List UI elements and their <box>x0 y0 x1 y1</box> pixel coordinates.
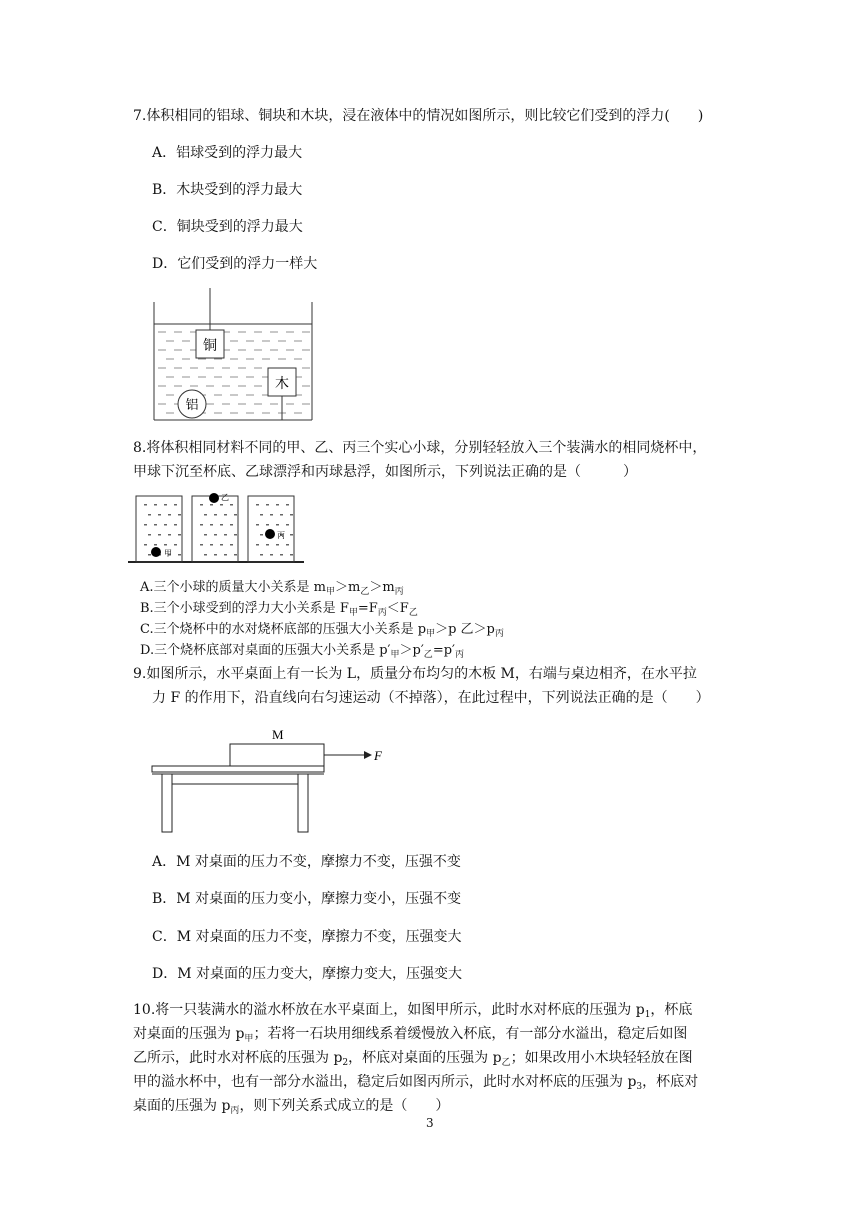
q8-option-a: A.三个小球的质量大小关系是 $m_甲>m_乙>m_丙$ <box>140 580 404 597</box>
water-dot <box>144 544 147 546</box>
q10-line4: 甲的溢水杯中，也有一部分水溢出，稳定后如图丙所示，此时水对杯底的压强为 $p_3$，杯底对 <box>133 1074 699 1092</box>
water-dot <box>260 554 263 556</box>
water-dot <box>164 544 167 546</box>
water-dot <box>200 504 203 506</box>
q8-option-d: D.三个烧杯底部对桌面的压强大小关系是 $p'_甲>p'_乙=p'_丙$ <box>140 643 464 660</box>
water-dot <box>224 554 227 556</box>
water-dot <box>164 524 167 526</box>
water-dot <box>168 514 171 516</box>
water-dot <box>144 524 147 526</box>
water-dot <box>220 544 223 546</box>
water-dot <box>200 544 203 546</box>
water-dot <box>266 504 269 506</box>
water-dot <box>276 504 279 506</box>
q7-option-a: A．铝球受到的浮力最大 <box>152 145 303 161</box>
ball-bing <box>265 529 275 539</box>
table-leg-right <box>298 774 308 832</box>
water-dot <box>260 534 263 536</box>
water-dot <box>286 524 289 526</box>
water-dot <box>234 554 237 556</box>
water-dot <box>178 514 181 516</box>
ball-bing-label: 丙 <box>277 531 285 540</box>
water-dot <box>154 544 157 546</box>
q8-stem-line2: 甲球下沉至杯底、乙球漂浮和丙球悬浮，如图所示，下列说法正确的是（ ） <box>133 464 637 480</box>
water-dot <box>220 524 223 526</box>
q10-line1: 10.将一只装满水的溢水杯放在水平桌面上，如图甲所示，此时水对杯底的压强为 $p_1$，杯底 <box>133 1002 693 1020</box>
q8-option-c: C.三个烧杯中的水对烧杯底部的压强大小关系是 $p_甲>p$ 乙$>p_丙$ <box>140 622 504 639</box>
page-number: 3 <box>426 1116 434 1130</box>
wood-label: 木 <box>275 376 289 392</box>
q9-option-a: A．M 对桌面的压力不变，摩擦力不变，压强不变 <box>152 854 461 870</box>
water-dot <box>290 514 293 516</box>
water-dot <box>174 504 177 506</box>
water-dot <box>276 524 279 526</box>
ball-yi <box>209 493 219 503</box>
water-dot <box>230 544 233 546</box>
water-dot <box>286 504 289 506</box>
water-dot <box>168 534 171 536</box>
water-dot <box>200 524 203 526</box>
water-dot <box>280 514 283 516</box>
table-leg-left <box>162 774 172 832</box>
water-dot <box>210 504 213 506</box>
water-dot <box>290 534 293 536</box>
q8-option-b: B.三个小球受到的浮力大小关系是 $F_甲=F_丙<F_乙$ <box>140 601 418 618</box>
water-dot <box>144 504 147 506</box>
water-dot <box>270 554 273 556</box>
water-dot <box>286 544 289 546</box>
q8-figure <box>128 486 304 566</box>
water-dot <box>164 504 167 506</box>
water-dot <box>174 544 177 546</box>
water-dot <box>270 514 273 516</box>
copper-label: 铜 <box>203 338 217 354</box>
water-dot <box>280 554 283 556</box>
force-label-f: F <box>374 748 382 763</box>
q9-stem-line2: 力 F 的作用下，沿直线向右匀速运动（不掉落），在此过程中，下列说法正确的是（ ） <box>152 690 710 706</box>
q7-option-b: B．木块受到的浮力最大 <box>152 182 303 198</box>
water-dot <box>214 534 217 536</box>
aluminum-label: 铝 <box>185 398 199 413</box>
water-dot <box>266 524 269 526</box>
water-dot <box>256 504 259 506</box>
water-dot <box>178 554 181 556</box>
board-label-m: M <box>272 727 284 742</box>
water-dot <box>256 544 259 546</box>
water-dot <box>220 504 223 506</box>
water-dot <box>178 534 181 536</box>
water-dot <box>210 544 213 546</box>
water-dot <box>158 534 161 536</box>
q9-option-b: B．M 对桌面的压力变小，摩擦力变小，压强不变 <box>152 891 462 907</box>
water-dot <box>204 534 207 536</box>
water-dot <box>204 514 207 516</box>
water-dot <box>204 554 207 556</box>
q7-option-d: D．它们受到的浮力一样大 <box>152 256 318 272</box>
water-dot <box>230 524 233 526</box>
q10-line5: 桌面的压强为 $p_丙$，则下列关系式成立的是（ ） <box>133 1098 450 1116</box>
water-dot <box>148 534 151 536</box>
q9-figure <box>148 724 388 834</box>
ball-yi-label: 乙 <box>221 493 229 502</box>
q7-stem: 7.体积相同的铝球、铜块和木块，浸在液体中的情况如图所示，则比较它们受到的浮力( ) <box>133 108 704 124</box>
q10-line2: 对桌面的压强为 $p_甲$；若将一石块用细线系着缓慢放入杯底，有一部分水溢出，稳定后如图 <box>133 1026 688 1044</box>
water-dot <box>290 554 293 556</box>
water-dot <box>266 544 269 546</box>
water-dot <box>148 514 151 516</box>
ball-jia-label: 甲 <box>164 549 172 558</box>
table-top <box>152 766 324 772</box>
water-dot <box>214 554 217 556</box>
q10-line3: 乙所示，此时水对杯底的压强为 $p_2$，杯底对桌面的压强为 $p_乙$；如果改用小木块轻轻放在图 <box>133 1050 693 1068</box>
water-dot <box>174 524 177 526</box>
water-dot <box>230 504 233 506</box>
water-dot <box>224 534 227 536</box>
water-dot <box>276 544 279 546</box>
water-dot <box>260 514 263 516</box>
q7-figure <box>148 286 318 424</box>
water-dot <box>234 534 237 536</box>
water-dot <box>210 524 213 526</box>
water-dot <box>154 524 157 526</box>
q8-stem-line1: 8.将体积相同材料不同的甲、乙、丙三个实心小球，分别轻轻放入三个装满水的相同烧杯中， <box>133 440 707 456</box>
board-m <box>230 744 324 766</box>
water-dot <box>158 514 161 516</box>
water-dot <box>154 504 157 506</box>
water-dot <box>214 514 217 516</box>
water-dot <box>148 554 151 556</box>
q9-option-c: C．M 对桌面的压力不变，摩擦力不变，压强变大 <box>152 929 462 945</box>
ball-jia <box>151 547 161 557</box>
water-dot <box>224 514 227 516</box>
q7-option-c: C．铜块受到的浮力最大 <box>152 219 303 235</box>
water-dot <box>234 514 237 516</box>
q9-stem-line1: 9.如图所示，水平桌面上有一长为 L，质量分布均匀的木板 M，右端与桌边相齐，在水平拉 <box>133 666 697 682</box>
q9-option-d: D．M 对桌面的压力变大，摩擦力变大，压强变大 <box>152 966 463 982</box>
water-dot <box>256 524 259 526</box>
